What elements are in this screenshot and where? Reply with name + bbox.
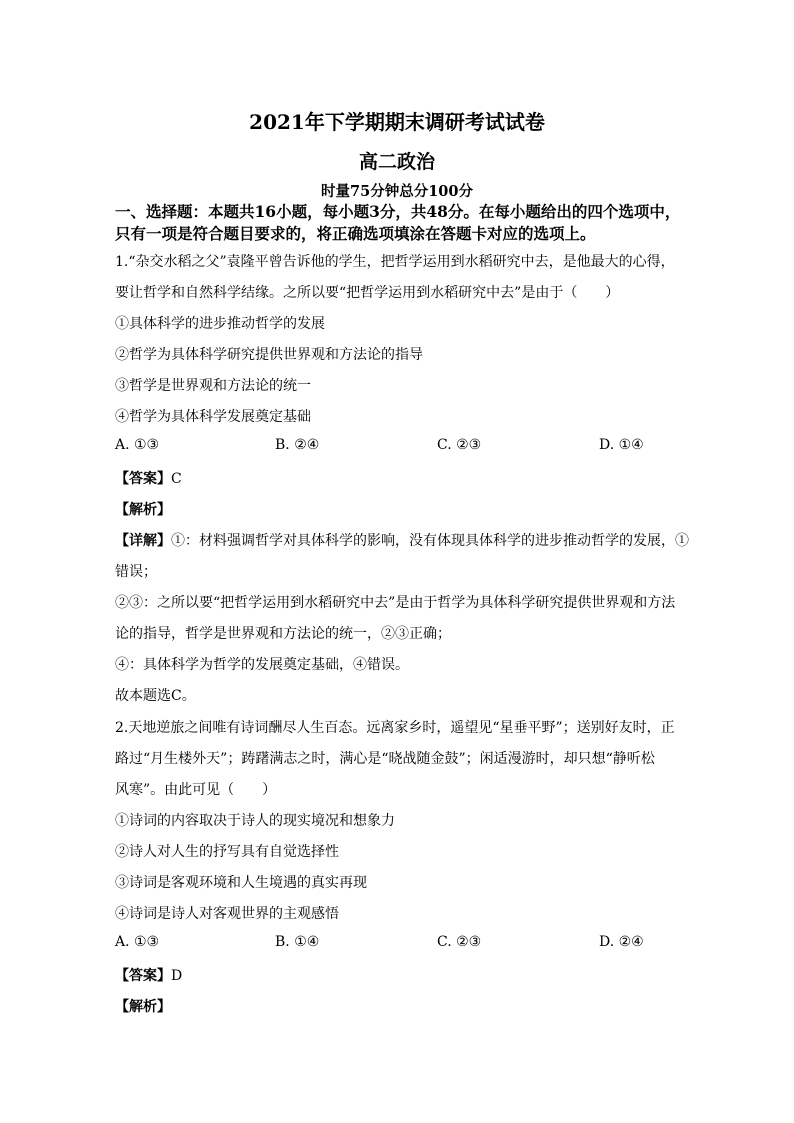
q1-detail-line1 <box>115 530 689 550</box>
q1-stem-line2: 要让哲学和自然科学结缘。之所以要“把哲学运用到水稻研究中去”是由于（ ） <box>115 285 620 301</box>
q1-detail-tag: 【详解】 <box>115 533 171 549</box>
q1-item-1: ①具体科学的进步推动哲学的发展 <box>115 316 325 332</box>
q1-conclusion: 故本题选C。 <box>115 688 196 704</box>
q1-analysis-tag: 【解析】 <box>115 502 171 518</box>
exam-title: 2021年下学期期末调研考试试卷 <box>249 110 545 134</box>
q1-detail-line3: ②③：之所以要“把哲学运用到水稻研究中去”是由于哲学为具体科学研究提供世界观和方法 <box>115 595 676 611</box>
q1-option-c: C. ②③ <box>437 437 482 453</box>
q2-analysis-tag: 【解析】 <box>115 999 171 1015</box>
q2-stem-line2: 路过“月生楼外天”；踌躇满志之时，满心是“晓战随金鼓”；闲适漫游时，却只想“静听松 <box>115 751 655 767</box>
q1-detail-line5: ④：具体科学为哲学的发展奠定基础，④错误。 <box>115 657 409 673</box>
q2-stem-line3: 风寒”。由此可见（ ） <box>115 782 277 798</box>
exam-meta: 时量75分钟总分100分 <box>321 183 473 200</box>
q2-item-1: ①诗词的内容取决于诗人的现实境况和想象力 <box>115 813 395 829</box>
q2-answer <box>115 965 182 985</box>
q2-option-c: C. ②③ <box>437 934 482 950</box>
q2-stem-line1: 2.天地逆旅之间唯有诗词酬尽人生百态。远离家乡时，遥望见“星垂平野”；送别好友时，正 <box>115 720 675 736</box>
q1-option-a: A. ①③ <box>115 437 160 453</box>
section-heading-line1: 一、选择题：本题共16小题，每小题3分，共48分。在每小题给出的四个选项中， <box>115 202 681 221</box>
q1-detail-text1: ①：材料强调哲学对具体科学的影响，没有体现具体科学的进步推动哲学的发展，① <box>171 533 689 549</box>
q1-stem-line1: 1.“杂交水稻之父”袁隆平曾告诉他的学生，把哲学运用到水稻研究中去，是他最大的心得， <box>115 254 675 270</box>
q1-item-3: ③哲学是世界观和方法论的统一 <box>115 378 311 394</box>
q2-answer-tag: 【答案】 <box>115 968 171 984</box>
exam-subject: 高二政治 <box>358 151 435 173</box>
q1-option-b: B. ②④ <box>275 437 320 453</box>
q2-option-a: A. ①③ <box>115 934 160 950</box>
q1-answer <box>115 468 182 488</box>
q2-item-2: ②诗人对人生的抒写具有自觉选择性 <box>115 844 339 860</box>
q1-answer-value: C <box>171 471 182 487</box>
q1-item-2: ②哲学为具体科学研究提供世界观和方法论的指导 <box>115 347 423 363</box>
q1-answer-tag: 【答案】 <box>115 471 171 487</box>
q1-detail-line2: 错误； <box>115 564 157 580</box>
q2-option-b: B. ①④ <box>275 934 320 950</box>
q2-item-3: ③诗词是客观环境和人生境遇的真实再现 <box>115 875 367 891</box>
q2-answer-value: D <box>171 968 183 984</box>
section-heading-line2: 只有一项是符合题目要求的，将正确选项填涂在答题卡对应的选项上。 <box>115 224 596 243</box>
q1-option-d: D. ①④ <box>599 437 644 453</box>
q2-item-4: ④诗词是诗人对客观世界的主观感悟 <box>115 906 339 922</box>
q1-detail-line4: 论的指导，哲学是世界观和方法论的统一，②③正确； <box>115 626 451 642</box>
q1-item-4: ④哲学为具体科学发展奠定基础 <box>115 409 311 425</box>
q2-option-d: D. ②④ <box>599 934 644 950</box>
